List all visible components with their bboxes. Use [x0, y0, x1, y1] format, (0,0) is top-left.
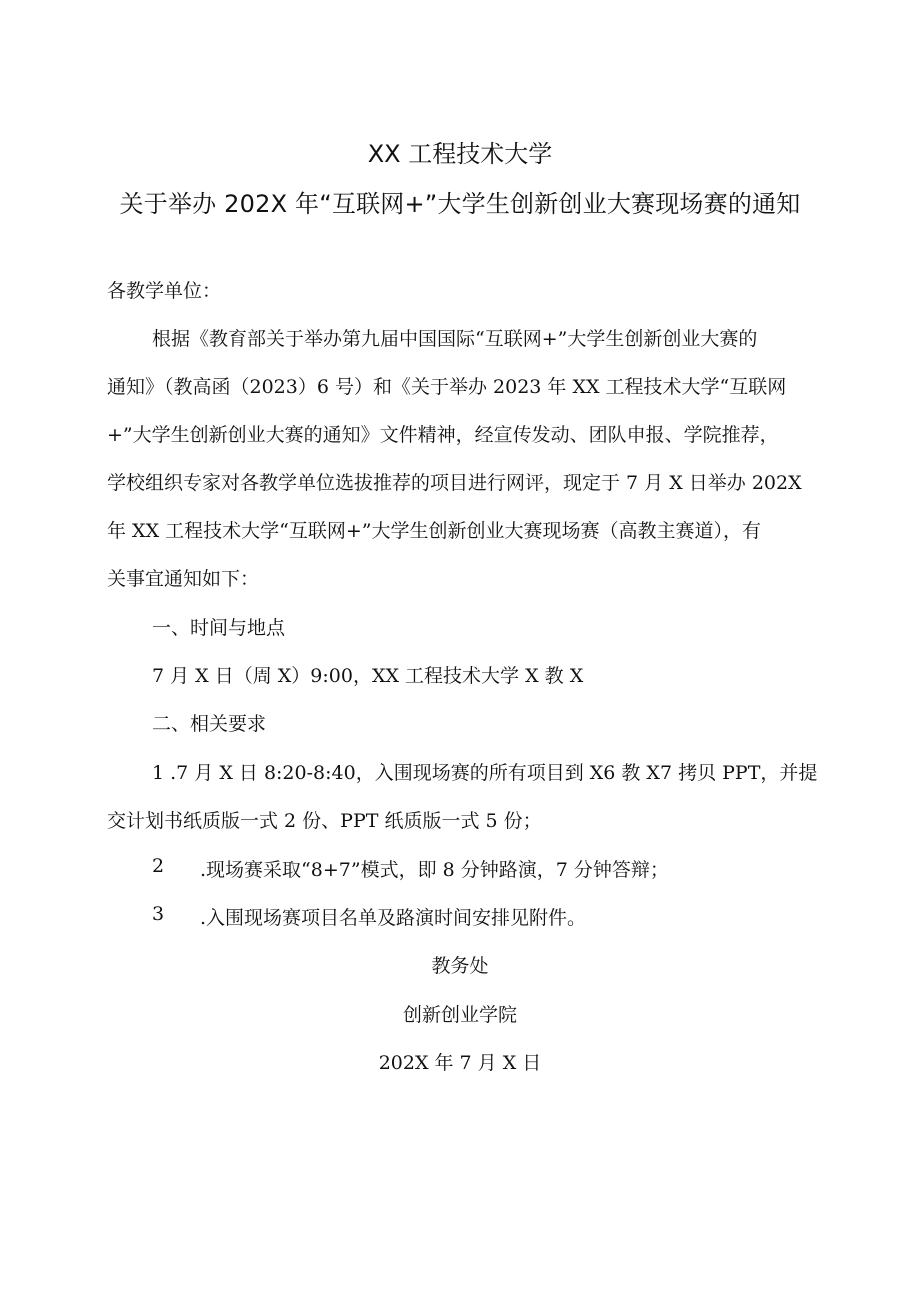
- requirement-item-2-text: .现场赛采取“8+7”模式，即 8 分钟路演，7 分钟答辩；: [200, 859, 669, 881]
- section-heading-time-place: 一、时间与地点: [152, 617, 286, 639]
- paragraph-line: +”大学生创新创业大赛的通知》文件精神，经宣传发动、团队申报、学院推荐，: [107, 424, 779, 446]
- requirement-item-2-number: 2: [152, 855, 165, 877]
- section-heading-requirements: 二、相关要求: [152, 713, 267, 735]
- salutation: 各教学单位：: [107, 280, 222, 302]
- signature-office-innovation-college: 创新创业学院: [402, 1004, 517, 1026]
- requirement-item-1-line-1: 1 .7 月 X 日 8:20-8:40，入围现场赛的所有项目到 X6 教 X7 拷贝 PPT，并提: [152, 762, 818, 784]
- paragraph-line: 根据《教育部关于举办第九届中国国际“互联网+”大学生创新创业大赛的: [152, 328, 758, 350]
- time-place-content: 7 月 X 日（周 X）9:00，XX 工程技术大学 X 教 X: [152, 665, 584, 687]
- paragraph-line: 通知》（教高函（2023）6 号）和《关于举办 2023 年 XX 工程技术大学“互联网: [107, 376, 787, 398]
- requirement-item-3-number: 3: [152, 903, 165, 925]
- signature-office-academic-affairs: 教务处: [431, 955, 489, 977]
- notice-title: 关于举办 202X 年“互联网+”大学生创新创业大赛现场赛的通知: [119, 190, 801, 218]
- signature-date: 202X 年 7 月 X 日: [378, 1052, 542, 1074]
- paragraph-line: 年 XX 工程技术大学“互联网+”大学生创新创业大赛现场赛（高教主赛道），有: [107, 520, 761, 542]
- paragraph-line: 学校组织专家对各教学单位选拔推荐的项目进行网评，现定于 7 月 X 日举办 202X: [107, 472, 802, 494]
- requirement-item-1-line-2: 交计划书纸质版一式 2 份、PPT 纸质版一式 5 份；: [107, 810, 542, 832]
- university-name-title: XX 工程技术大学: [367, 140, 553, 168]
- paragraph-line: 关事宜通知如下：: [107, 568, 260, 590]
- requirement-item-3-text: .入围现场赛项目名单及路演时间安排见附件。: [200, 907, 587, 929]
